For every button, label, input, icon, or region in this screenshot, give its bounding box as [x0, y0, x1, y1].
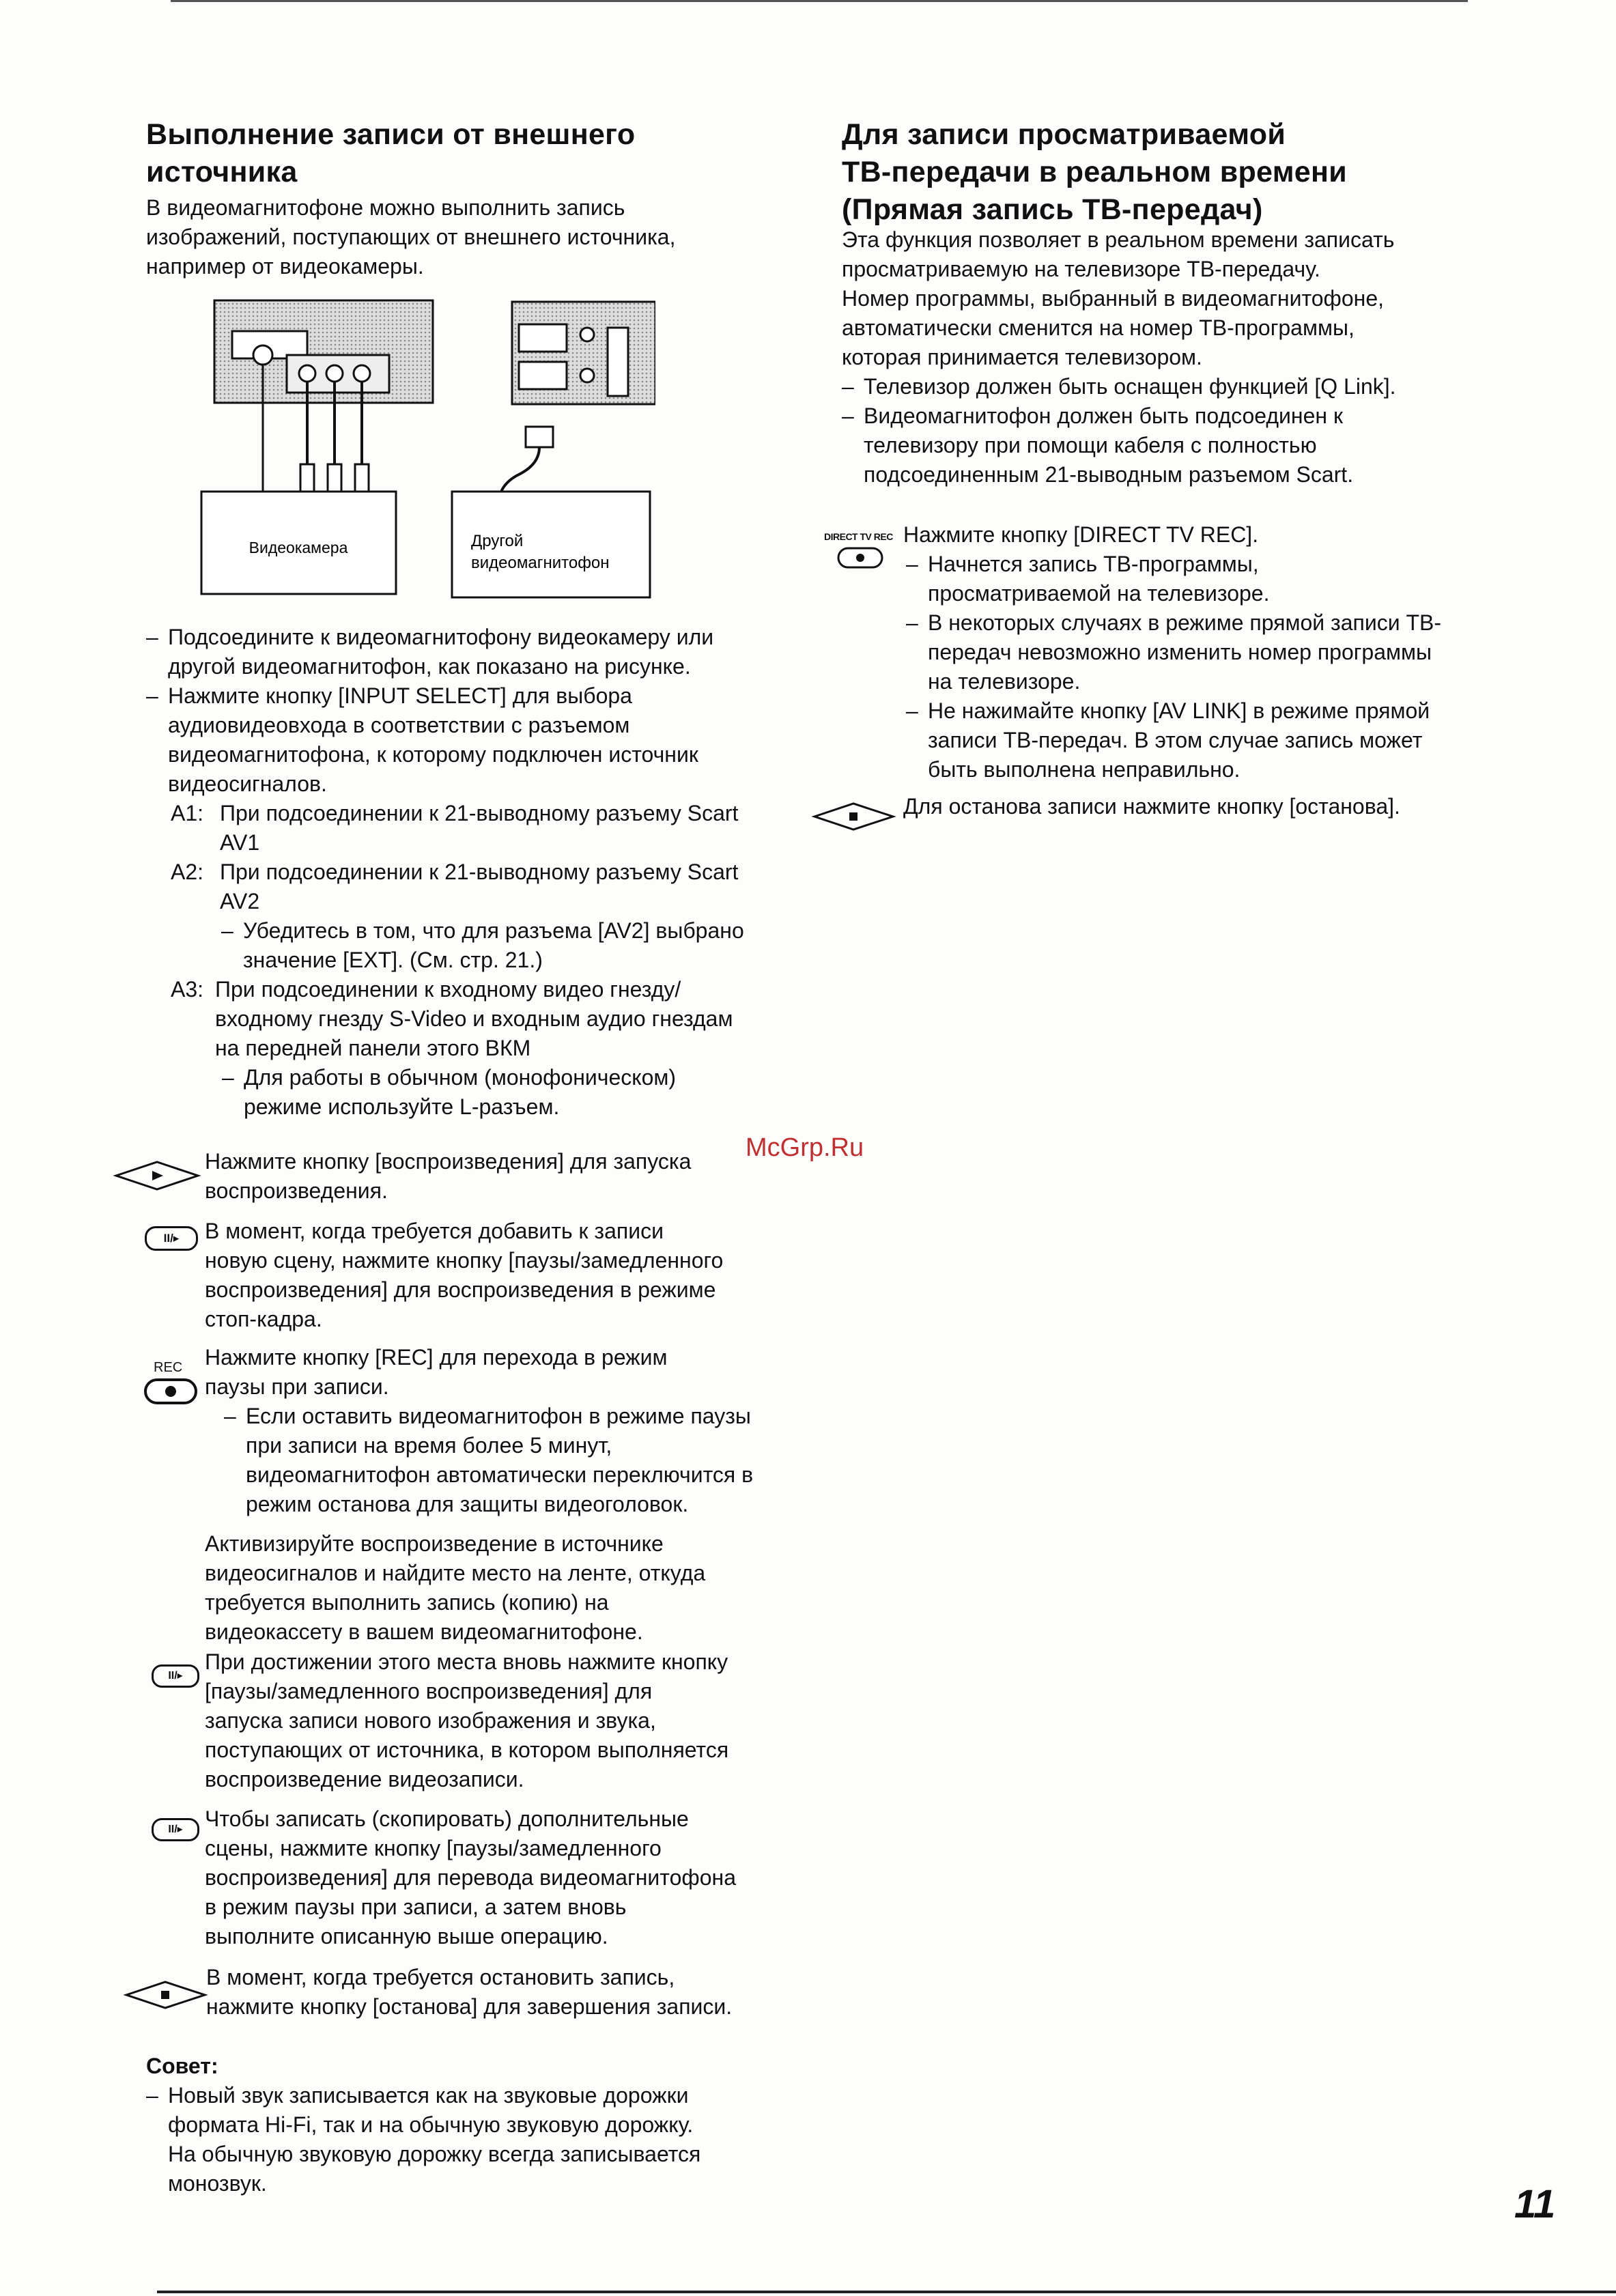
- pause-slow-button-icon-3: II/▸: [152, 1818, 199, 1841]
- bullet-input-select: – Нажмите кнопку [INPUT SELECT] для выбора аудиовидеовхода в соответствии с разъемом видеомагнитофона, к которому подключен источник видеосигналов.: [146, 681, 713, 799]
- watermark: McGrp.Ru: [746, 1133, 864, 1162]
- a3-note: – Для работы в обычном (монофоническом) режиме используйте L-разъем.: [222, 1063, 733, 1122]
- tip-text: – Новый звук записывается как на звуковые дорожки формата Hi-Fi, так и на обычную звуковую дорожку. На обычную звуковую дорожку всегда записывается монозвук.: [146, 2081, 1616, 2198]
- a1-label: A1:: [171, 801, 204, 825]
- left-intro: В видеомагнитофоне можно выполнить запись изображений, поступающих от внешнего источника, например от видеокамеры.: [146, 195, 676, 279]
- left-title: Выполнение записи от внешнего источника: [146, 118, 636, 188]
- vcr-label-line1: Другой: [471, 532, 524, 550]
- connection-steps: [146, 623, 713, 799]
- a2-note: – Убедитесь в том, что для разъема [AV2] выбрано значение [EXT]. (См. стр. 21.): [221, 916, 744, 975]
- bullet-connect: – Подсоедините к видеомагнитофону видеокамеру или другой видеомагнитофон, как показано на рисунке.: [146, 623, 713, 681]
- step-direct: Нажмите кнопку [DIRECT TV REC]. – Начнется запись ТВ-программы, просматриваемой на телевизоре. – В некоторых случаях в режиме прямой записи ТВ- передач невозможно изменить номер программы на телевизоре. – Не нажимайте кнопку [AV LINK] в режиме прямой записи ТВ-передач. В этом случае запись может быть выполнена неправильно.: [903, 520, 1441, 784]
- direct-tv-rec-label: DIRECT TV REC: [824, 531, 893, 542]
- vcr-label-line2: видеомагнитофон: [471, 554, 610, 572]
- top-rule: [171, 0, 1468, 2]
- right-bullet-qlink: – Телевизор должен быть оснащен функцией [Q Link].: [842, 372, 1396, 401]
- right-step-stop: Для останова записи нажмите кнопку [останова].: [903, 794, 1400, 819]
- step-play: Нажмите кнопку [воспроизведения] для запуска воспроизведения.: [205, 1149, 692, 1203]
- rec-note: – Если оставить видеомагнитофон в режиме паузы при записи на время более 5 минут, видеомагнитофон автоматически переключится в режим останова для защиты видеоголовок.: [224, 1402, 753, 1519]
- direct-note-3: – Не нажимайте кнопку [AV LINK] в режиме прямой записи ТВ-передач. В этом случае запись может быть выполнена неправильно.: [906, 696, 1441, 784]
- step-pause-2: При достижении этого места вновь нажмите кнопку [паузы/замедленного воспроизведения] для запуска записи нового изображения и звука, поступающих от источника, в котором выполняется воспроизведение видеозаписи.: [205, 1649, 729, 1791]
- option-a2: A2: При подсоединении к 21-выводному разъему Scart AV2 – Убедитесь в том, что для разъема [AV2] выбрано значение [EXT]. (См. стр. 21.): [171, 858, 744, 975]
- play-button-icon: [113, 1159, 201, 1193]
- camera-label: Видеокамера: [249, 539, 348, 556]
- option-a3: A3: При подсоединении к входному видео гнезду/ входному гнезду S-Video и входным аудио гнездам на передней панели этого ВКМ – Для работы в обычном (монофоническом) режиме используйте L-разъем.: [171, 975, 733, 1122]
- a2-label: A2:: [171, 860, 204, 884]
- stop-button-icon: [123, 1979, 208, 2011]
- option-a1: A1: При подсоединении к 21-выводному разъему Scart AV1: [171, 799, 738, 858]
- a3-label: A3:: [171, 977, 204, 1002]
- right-title: Для записи просматриваемой ТВ-передачи в реальном времени (Прямая запись ТВ-передач): [842, 118, 1348, 226]
- right-bullet-scart: – Видеомагнитофон должен быть подсоединен к телевизору при помощи кабеля с полностью подсоединенным 21-выводным разъемом Scart.: [842, 401, 1396, 490]
- rec-label: REC: [154, 1360, 183, 1375]
- pause-slow-button-icon: II/▸: [145, 1226, 198, 1251]
- step-activate: Активизируйте воспроизведение в источнике видеосигналов и найдите место на ленте, откуда требуется выполнить запись (копию) на видеокассету в вашем видеомагнитофоне.: [205, 1531, 706, 1644]
- direct-note-1: – Начнется запись ТВ-программы, просматриваемой на телевизоре.: [906, 550, 1441, 608]
- stop-button-icon-right: [811, 800, 896, 833]
- step-stop: В момент, когда требуется остановить запись, нажмите кнопку [останова] для завершения записи.: [206, 1965, 733, 2019]
- right-intro: Эта функция позволяет в реальном времени записать просматриваемую на телевизоре ТВ-передачу. Номер программы, выбранный в видеомагнитофоне, автоматически сменится на номер ТВ-программы, которая принимается телевизором. – Телевизор должен быть оснащен функцией [Q Link]. – Видеомагнитофон должен быть подсоединен к телевизору при помощи кабеля с полностью подсоединенным 21-выводным разъемом Scart.: [842, 225, 1396, 490]
- pause-slow-button-icon-2: II/▸: [152, 1664, 199, 1688]
- rec-button-icon: [143, 1378, 198, 1405]
- bottom-rule: [157, 2291, 1616, 2293]
- page-number: 11: [1514, 2182, 1556, 2226]
- connection-diagram: [198, 294, 655, 601]
- direct-note-2: – В некоторых случаях в режиме прямой записи ТВ- передач невозможно изменить номер программы на телевизоре.: [906, 608, 1441, 696]
- step-pause: В момент, когда требуется добавить к записи новую сцену, нажмите кнопку [паузы/замедленного воспроизведения] для воспроизведения в режиме стоп-кадра.: [205, 1219, 724, 1331]
- direct-tv-rec-button-icon: [836, 546, 884, 569]
- step-rec: Нажмите кнопку [REC] для перехода в режим паузы при записи. – Если оставить видеомагнитофон в режиме паузы при записи на время более 5 минут, видеомагнитофон автоматически переключится в режим останова для защиты видеоголовок.: [205, 1343, 753, 1519]
- vcr-rear-panel-left: [214, 300, 433, 403]
- step-pause-3: Чтобы записать (скопировать) дополнительные сцены, нажмите кнопку [паузы/замедленного воспроизведения] для перевода видеомагнитофона в режим паузы при записи, а затем вновь выполните описанную выше операцию.: [205, 1806, 736, 1948]
- tip-title: Совет:: [146, 2054, 218, 2078]
- vcr-rear-panel-right: [512, 302, 655, 404]
